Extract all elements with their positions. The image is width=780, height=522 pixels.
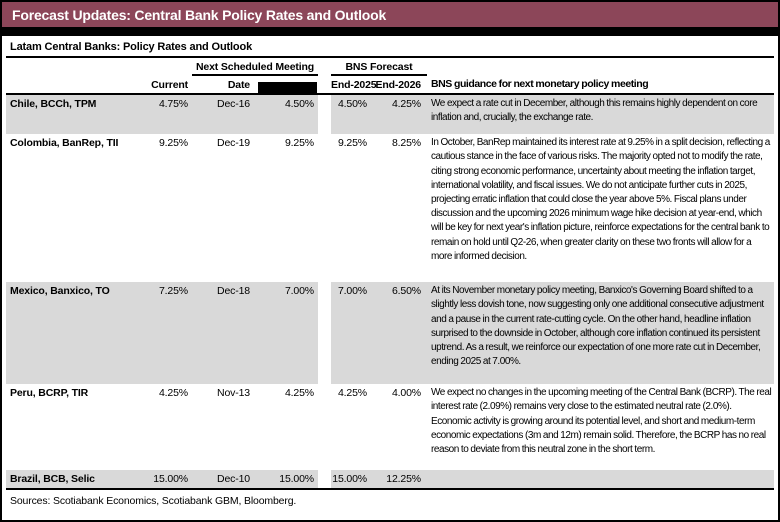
- page-title: Forecast Updates: Central Bank Policy Rates and Outlook: [12, 6, 387, 23]
- current-rate: 4.25%: [158, 387, 188, 400]
- meeting-forecast: 7.00%: [254, 282, 318, 384]
- end-2026-forecast: 8.25%: [391, 137, 421, 150]
- column-header-date: Date: [192, 75, 254, 94]
- sources-note: Sources: Scotiabank Economics, Scotiabank GBM, Bloomberg.: [10, 495, 297, 508]
- end-2026-forecast: 4.00%: [391, 387, 421, 400]
- column-gap: [318, 94, 331, 134]
- column-gap: [318, 58, 331, 75]
- end-2025-forecast: 9.25%: [337, 137, 367, 150]
- column-header-end-2025: End-2025: [331, 75, 375, 94]
- end-2025-forecast: 15.00%: [331, 470, 375, 489]
- table-title: Latam Central Banks: Policy Rates and Outlook: [10, 41, 253, 53]
- meeting-forecast: 15.00%: [254, 470, 318, 489]
- column-header-meeting-forecast: [254, 75, 318, 94]
- meeting-forecast: 4.50%: [254, 94, 318, 134]
- bank-name: Chile, BCCh, TPM: [6, 94, 144, 134]
- end-2026-forecast: 6.50%: [375, 282, 427, 384]
- end-2026-forecast: 12.25%: [375, 470, 427, 489]
- guidance-text: [427, 470, 774, 489]
- guidance-text: We expect no changes in the upcoming meeting of the Central Bank (BCRP). The real interest rate (2.09%) remains very close to the estimated neutral rate (2.0%). Economic activity is growing around its potential level, and short and medium-term economic expectations (3m and 12m) remain solid. Therefore, the BCRP has no real reason to deviate from this neutral zone in the short term.: [431, 387, 772, 456]
- meeting-date: Dec-18: [192, 282, 254, 384]
- group-header-next-meeting: Next Scheduled Meeting: [192, 58, 318, 75]
- bank-name: Colombia, BanRep, TII: [10, 137, 119, 150]
- current-rate: 15.00%: [144, 470, 192, 489]
- end-2025-forecast: 7.00%: [331, 282, 375, 384]
- redaction-box: [258, 82, 317, 95]
- column-header-bank: [6, 75, 144, 94]
- column-header-guidance: BNS guidance for next monetary policy meeting: [427, 75, 774, 94]
- current-rate: 4.75%: [144, 94, 192, 134]
- table-row-peru: [6, 384, 774, 470]
- meeting-date: Dec-19: [217, 137, 250, 150]
- group-header-bns-forecast: BNS Forecast: [331, 58, 427, 75]
- guidance-text: At its November monetary policy meeting, Banxico's Governing Board shifted to a slightly less dovish tone, now suggesting only one additional consecutive adjustment and a pause in the current rate-cutting cycle. On the other hand, headline inflation surprised to the downside in October, although core inflation continued its persistent uptrend. As a result, we reinforce our expectation of one more rate cut in December, ending 2025 at 7.00%.: [427, 282, 774, 384]
- current-rate: 7.25%: [144, 282, 192, 384]
- guidance-text: In October, BanRep maintained its interest rate at 9.25% in a split decision, reflecting a cautious stance in the face of various risks. The majority opted not to modify the rate, citing strong economic performance, uncertainty about meeting the inflation target, international volatility, and fiscal issues. We do not anticipate further cuts in 2025, projecting erratic inflation that could close the year above 5%. Fiscal plans under discussion and the upcoming 2026 minimum wage hike decision at year-end, which will be key for next year's inflation picture, reinforce expectations for the central bank to remain on hold until Q2-26, when greater clarity on these two fronts will allow for a more informed decision.: [431, 137, 770, 262]
- bank-name: Brazil, BCB, Selic: [6, 470, 144, 489]
- column-header-row: [6, 75, 774, 94]
- group-header-spacer: [427, 58, 774, 75]
- guidance-text: We expect a rate cut in December, although this remains highly dependent on core inflation and, crucially, the exchange rate.: [427, 94, 774, 134]
- group-header-spacer: [6, 58, 192, 75]
- meeting-date: Dec-10: [192, 470, 254, 489]
- bank-name: Peru, BCRP, TIR: [10, 387, 89, 400]
- column-gap: [318, 134, 331, 282]
- meeting-date: Nov-13: [217, 387, 250, 400]
- column-header-end-2026: End-2026: [375, 75, 427, 94]
- title-banner: [2, 2, 778, 27]
- current-rate: 9.25%: [158, 137, 188, 150]
- meeting-forecast: 4.25%: [284, 387, 314, 400]
- table-row-mexico: [6, 282, 774, 384]
- column-gap: [318, 282, 331, 384]
- end-2025-forecast: 4.50%: [331, 94, 375, 134]
- column-header-current: Current: [144, 75, 192, 94]
- banner-divider: [2, 27, 778, 36]
- meeting-forecast: 9.25%: [284, 137, 314, 150]
- group-header-row: [6, 58, 774, 75]
- column-gap: [318, 470, 331, 489]
- meeting-date: Dec-16: [192, 94, 254, 134]
- policy-rates-table: [6, 58, 774, 490]
- column-gap: [318, 384, 331, 470]
- table-row-chile: [6, 94, 774, 134]
- column-gap: [318, 75, 331, 94]
- end-2025-forecast: 4.25%: [337, 387, 367, 400]
- bank-name: Mexico, Banxico, TO: [6, 282, 144, 384]
- table-title-rule: [6, 36, 774, 58]
- table-row-colombia: [6, 134, 774, 282]
- end-2026-forecast: 4.25%: [375, 94, 427, 134]
- table-row-brazil: [6, 470, 774, 489]
- report-body: [2, 36, 778, 507]
